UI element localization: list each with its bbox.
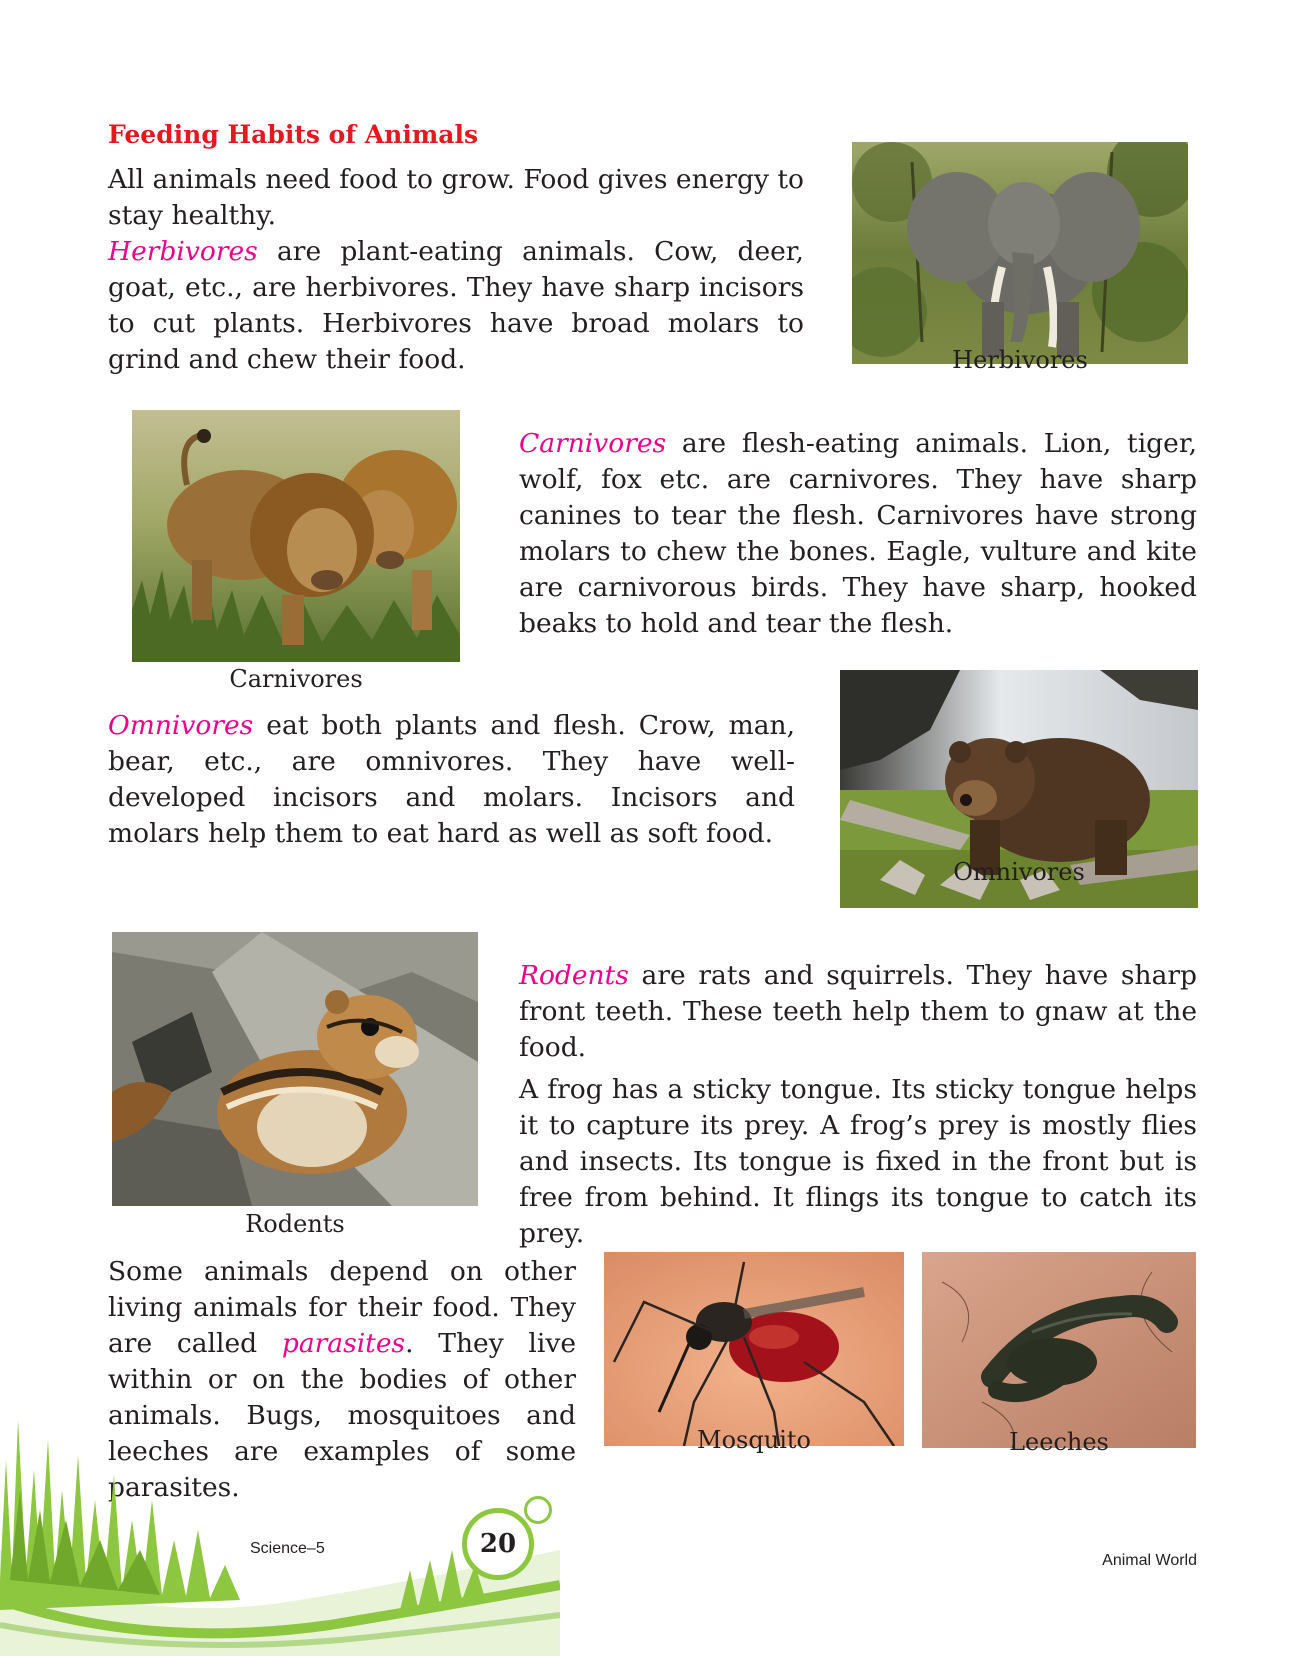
omnivores-caption: Omnivores bbox=[953, 858, 1085, 886]
omnivores-paragraph bbox=[108, 708, 795, 852]
parasites-term: parasites bbox=[281, 1328, 406, 1359]
frog-paragraph: A frog has a sticky tongue. Its sticky tongue helps it to capture its prey. A frog’s prey is mostly flies and insects. Its tongue is fixed in the front but is free from behind. It flings its tongue to catch its prey. bbox=[519, 1074, 1197, 1249]
book-title: Science–5 bbox=[250, 1540, 325, 1557]
carnivores-caption: Carnivores bbox=[229, 665, 363, 693]
carnivores-text: are flesh-eating animals. Lion, tiger, wolf, fox etc. are carnivores. They have sharp canines to tear the flesh. Carnivores have strong molars to chew the bones. Eagle, vulture and kite are carnivorous birds. They have sharp, hooked beaks to hold and tear the flesh. bbox=[519, 428, 1197, 639]
rodents-text: are rats and squirrels. They have sharp front teeth. These teeth help them to gnaw at the food. bbox=[519, 960, 1197, 1063]
herbivores-paragraph bbox=[108, 234, 804, 378]
parasites-text-after: . They live within or on the bodies of other animals. Bugs, mosquitoes and leeches are examples of some parasites. bbox=[108, 1328, 576, 1503]
rodents-caption: Rodents bbox=[245, 1210, 345, 1238]
elephant-photo bbox=[852, 142, 1188, 364]
small-circle-decoration bbox=[524, 1496, 552, 1524]
carnivores-term: Carnivores bbox=[519, 428, 667, 459]
page-number: 20 bbox=[479, 1529, 517, 1559]
rodents-paragraph bbox=[519, 958, 1197, 1066]
mosquito-caption: Mosquito bbox=[697, 1426, 811, 1454]
mosquito-photo bbox=[604, 1252, 904, 1446]
leech-photo bbox=[922, 1252, 1196, 1448]
page-title: Feeding Habits of Animals bbox=[108, 120, 479, 149]
herbivores-text: are plant-eating animals. Cow, deer, goat, etc., are herbivores. They have sharp incisors to cut plants. Herbivores have broad molars to grind and chew their food. bbox=[108, 236, 804, 375]
herbivores-term: Herbivores bbox=[108, 236, 258, 267]
herbivores-caption: Herbivores bbox=[952, 346, 1088, 374]
lions-photo bbox=[132, 410, 460, 662]
chipmunk-photo bbox=[112, 932, 478, 1206]
carnivores-paragraph bbox=[519, 426, 1197, 642]
omnivores-term: Omnivores bbox=[108, 710, 254, 741]
omnivores-text: eat both plants and flesh. Crow, man, bear, etc., are omnivores. They have well-developed incisors and molars. Incisors and molars help them to eat hard as well as soft food. bbox=[108, 710, 795, 849]
chapter-title: Animal World bbox=[1102, 1552, 1197, 1569]
leeches-caption: Leeches bbox=[1009, 1428, 1109, 1456]
page-number-badge bbox=[462, 1508, 534, 1580]
intro-paragraph: All animals need food to grow. Food gives energy to stay healthy. bbox=[108, 164, 804, 231]
rodents-term: Rodents bbox=[519, 960, 629, 991]
parasites-text-before: Some animals depend on other living animals for their food. They are called bbox=[108, 1256, 576, 1359]
